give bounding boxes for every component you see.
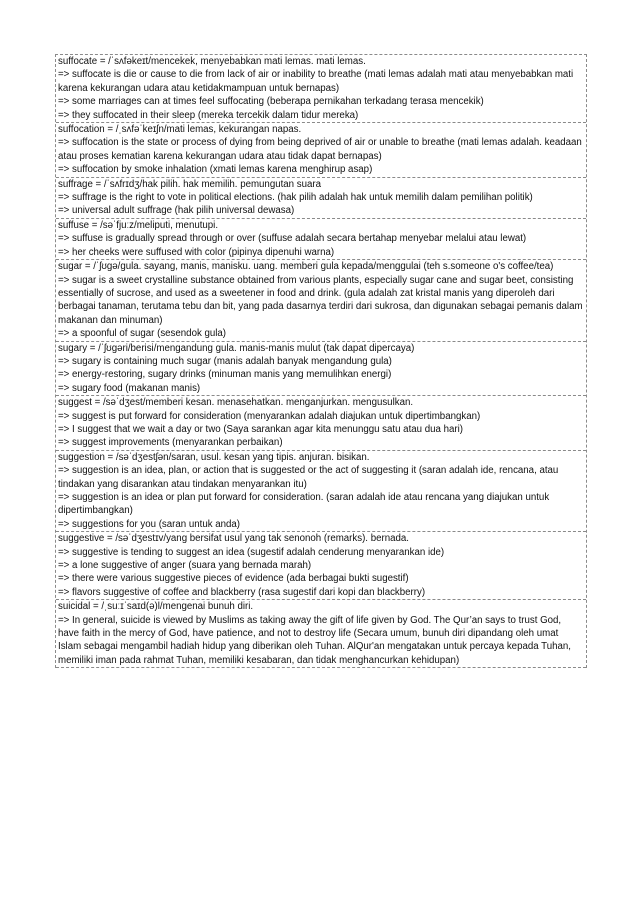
entry-headword-line	[58, 600, 584, 613]
entry-meaning: hak pilih. hak memilih. pemungutan suara	[142, 178, 321, 190]
entry-meaning: gula. sayang, manis, manisku. uang. memberi gula kepada/menggulai (teh s.someone o's coffee/tea)	[120, 261, 554, 273]
entry-example-line: => suggestion is an idea or plan put forward for consideration. (saran adalah ide atau rencana yang diajukan untuk dipertimbangkan)	[58, 492, 550, 517]
entry-meaning: saran, usul. kesan yang tipis. anjuran. bisikan.	[171, 451, 370, 463]
entry-meaning: memberi kesan. menasehatkan. menganjurkan. mengusulkan.	[145, 397, 414, 409]
entry-headword-line	[58, 123, 584, 136]
vocabulary-sheet	[55, 54, 587, 668]
entry-example-line: => suggestion is an idea, plan, or action that is suggested or the act of suggesting it (saran adalah ide, rencana, atau tindakan yang disarankan atau tindakan menyarankan itu)	[58, 465, 559, 490]
entry-meaning: yang bersifat usul yang tak senonoh (remarks). bernada.	[166, 533, 409, 545]
entry-suffocation	[56, 123, 586, 178]
entry-suffuse	[56, 219, 586, 260]
entry-term: sugar = /ˈʃʊɡə/	[58, 261, 121, 273]
entry-headword-line	[58, 219, 584, 232]
entry-example-line: => suffocation by smoke inhalation (xmati lemas karena menghirup asap)	[58, 164, 373, 176]
entry-headword-line	[58, 532, 584, 545]
entry-meaning: mati lemas, kekurangan napas.	[166, 124, 302, 136]
entry-term: sugary = /ˈʃʊɡəri/	[58, 342, 131, 354]
entry-term: suggest = /səˈdʒest/	[58, 397, 146, 409]
entry-headword-line	[58, 178, 584, 191]
entry-example-line: => sugar is a sweet crystalline substance obtained from various plants, especially sugar cane and sugar beet, consisting essentially of sucrose, and used as a sweetener in food and drink. (gula adalah zat kristal manis yang diperoleh dari berbagai tanaman, terutama tebu dan bit, yang pada dasarnya terdiri dari sukrosa, dan digunakan sebagai pemanis dalam makanan dan minuman)	[58, 274, 583, 326]
entry-example-line: => universal adult suffrage (hak pilih universal dewasa)	[58, 205, 295, 217]
entry-suffocate	[56, 55, 586, 123]
entry-term: suggestive = /səˈdʒestɪv/	[58, 533, 167, 545]
entry-example-line: => flavors suggestive of coffee and blackberry (rasa sugestif dari kopi dan blackberry)	[58, 586, 426, 598]
entry-meaning: berisi/mengandung gula. manis-manis mulut (tak dapat dipercaya)	[130, 342, 415, 354]
entry-example-line: => there were various suggestive pieces of evidence (ada berbagai bukti sugestif)	[58, 573, 409, 585]
entry-example-line: => suggestive is tending to suggest an idea (sugestif adalah cenderung menyarankan ide)	[58, 546, 445, 558]
entry-example-line: => her cheeks were suffused with color (pipinya dipenuhi warna)	[58, 246, 335, 258]
entry-suggestion	[56, 451, 586, 532]
entry-headword-line	[58, 342, 584, 355]
entry-example-line: => some marriages can at times feel suffocating (beberapa pernikahan terkadang terasa mencekik)	[58, 96, 484, 108]
entry-suicidal	[56, 600, 586, 668]
entry-example-line: => suffocation is the state or process of dying from being deprived of air or unable to breathe (mati lemas adalah. keadaan atau proses kematian karena kekurangan udara atau tidak dapat bernapas)	[58, 137, 582, 162]
entry-headword-line	[58, 260, 584, 273]
entry-headword-line	[58, 396, 584, 409]
entry-example-line: => suffuse is gradually spread through or over (suffuse adalah secara bertahap menyebar melalui atau lewat)	[58, 233, 527, 245]
entry-term: suffocate = /ˈsʌfəkeɪt/	[58, 56, 151, 67]
entry-suffrage	[56, 178, 586, 219]
entry-meaning: mengenai bunuh diri.	[162, 601, 254, 613]
entry-example-line: => sugary is containing much sugar (manis adalah banyak mengandung gula)	[58, 355, 392, 367]
entry-term: suffuse = /səˈfjuːz/	[58, 219, 137, 231]
entry-example-line: => suffrage is the right to vote in political elections. (hak pilih adalah hak untuk memilih dalam pemilihan politik)	[58, 192, 533, 204]
entry-example-line: => suggest is put forward for consideration (menyarankan adalah diajukan untuk dipertimbangkan)	[58, 410, 481, 422]
entry-headword-line	[58, 55, 584, 68]
entry-meaning: meliputi, menutupi.	[136, 219, 219, 231]
entry-term: suggestion = /səˈdʒestʃən/	[58, 451, 172, 463]
entry-headword-line	[58, 451, 584, 464]
entry-example-line: => sugary food (makanan manis)	[58, 382, 201, 394]
entry-example-line: => suffocate is die or cause to die from lack of air or inability to breathe (mati lemas adalah mati atau menyebabkan mati karena kekurangan udara atau ketidakmampuan untuk bernapas)	[58, 69, 574, 94]
entry-meaning: mencekek, menyebabkan mati lemas. mati lemas.	[150, 56, 366, 67]
entry-sugary	[56, 342, 586, 397]
entry-term: suffocation = /ˌsʌfəˈkeɪʃn/	[58, 124, 167, 136]
entry-sugar	[56, 260, 586, 341]
entry-example-line: => energy-restoring, sugary drinks (minuman manis yang memulihkan energi)	[58, 369, 392, 381]
entry-example-line: => they suffocated in their sleep (mereka tercekik dalam tidur mereka)	[58, 109, 359, 121]
entry-term: suffrage = /ˈsʌfrɪdʒ/	[58, 178, 143, 190]
entry-example-line: => suggest improvements (menyarankan perbaikan)	[58, 437, 283, 449]
entry-suggest	[56, 396, 586, 451]
entry-example-line: => a lone suggestive of anger (suara yang bernada marah)	[58, 560, 312, 572]
entry-example-line: => I suggest that we wait a day or two (Saya sarankan agar kita menunggu satu atau dua hari)	[58, 423, 463, 435]
entry-example-line: => a spoonful of sugar (sesendok gula)	[58, 328, 227, 340]
entry-example-line: => suggestions for you (saran untuk anda)	[58, 518, 241, 530]
entry-suggestive	[56, 532, 586, 600]
entry-term: suicidal = /ˌsuːɪˈsaɪd(ə)l/	[58, 601, 163, 613]
entry-example-line: => In general, suicide is viewed by Muslims as taking away the gift of life given by God. The Qur’an says to trust God, have faith in the mercy of God, have patience, and not to destroy life (Secara umum, bunuh diri dipandang oleh umat Islam sebagai mengambil hadiah hidup yang diberikan oleh Tuhan. AlQur'an mengatakan untuk percaya kepada Tuhan, memiliki iman pada rahmat Tuhan, memiliki kesabaran, dan tidak menghancurkan kehidupan)	[58, 614, 571, 666]
